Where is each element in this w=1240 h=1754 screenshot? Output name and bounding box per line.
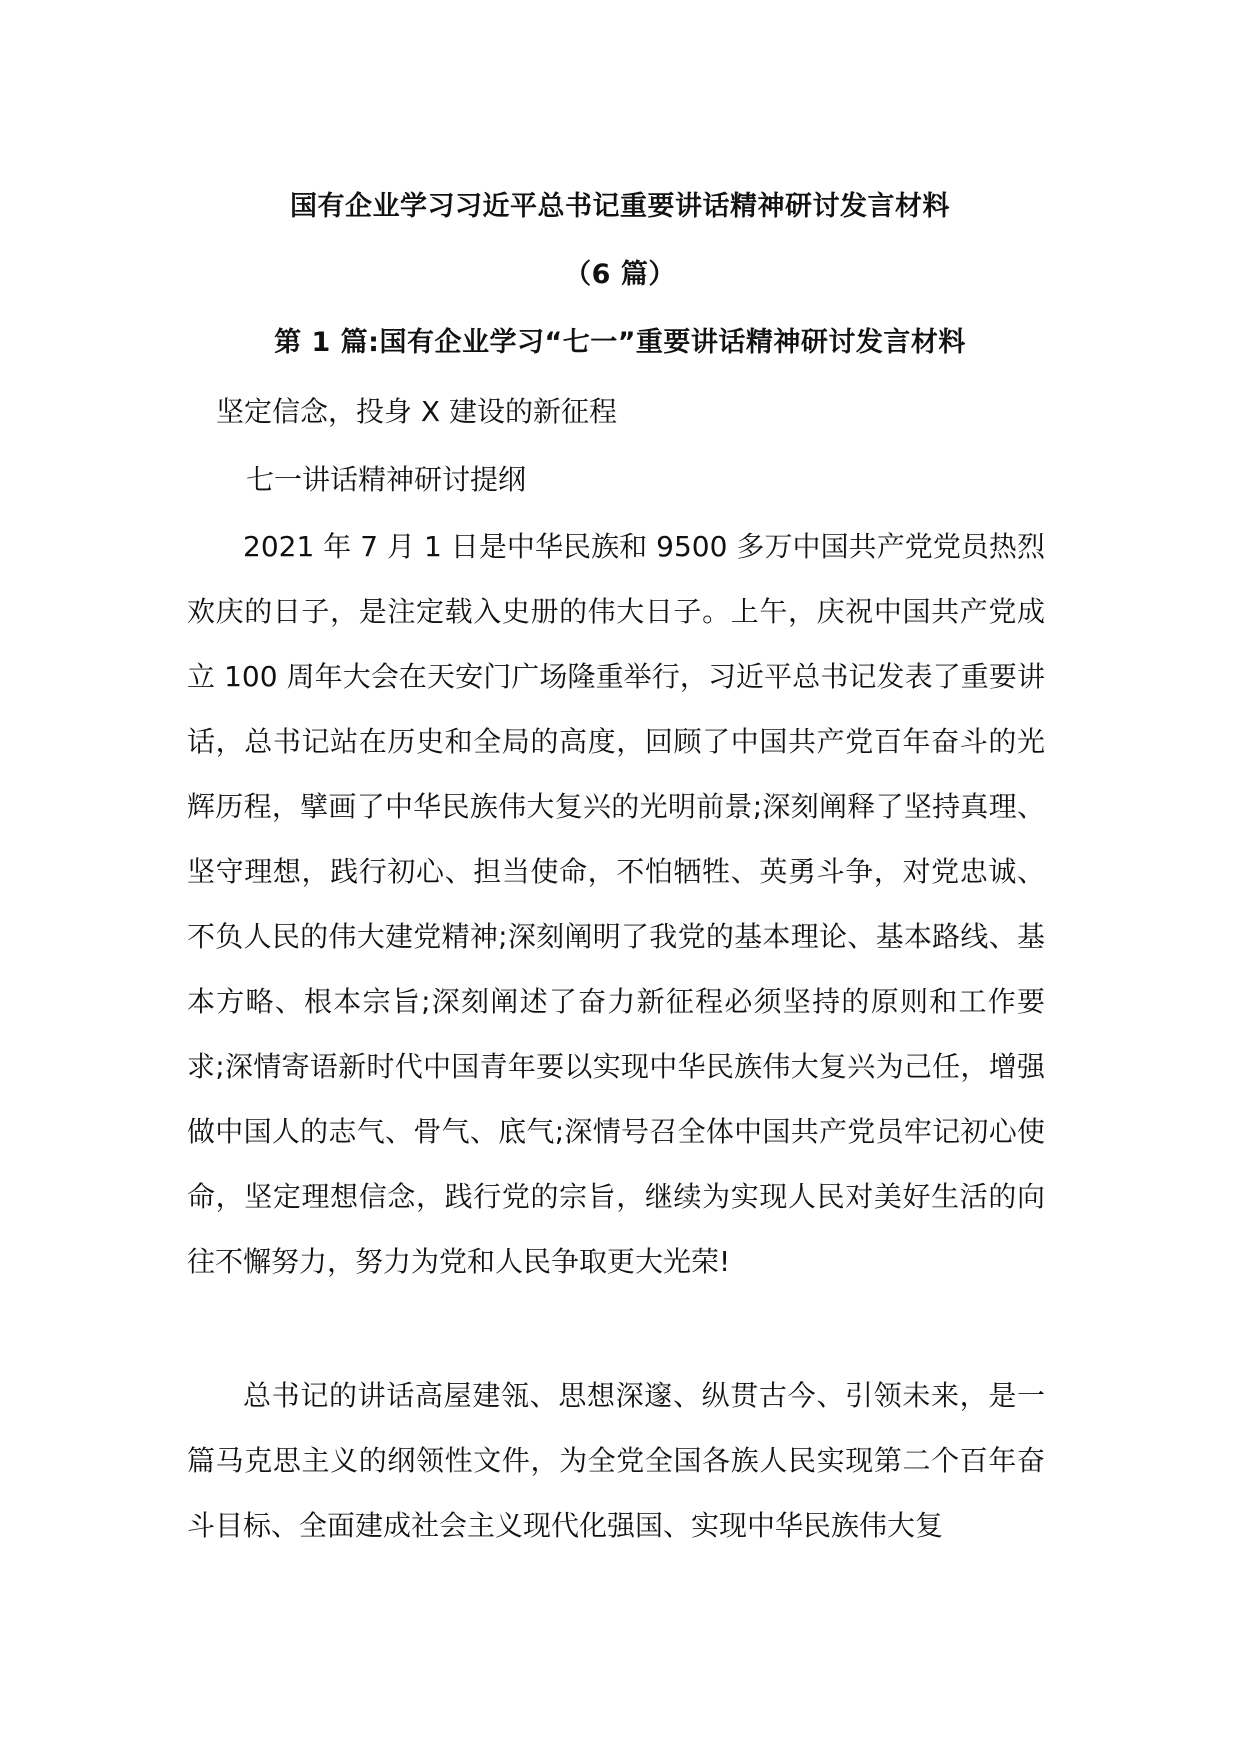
- outline-title: 七一讲话精神研讨提纲: [246, 463, 527, 496]
- speech-title: 坚定信念，投身 X 建设的新征程: [216, 395, 617, 428]
- section-heading: 第 1 篇:国有企业学习“七一”重要讲话精神研讨发言材料: [274, 327, 966, 358]
- body-paragraph: 2021 年 7 月 1 日是中华民族和 9500 多万中国共产党党员热烈欢庆的日子，是注定载入史册的伟大日子。上午，庆祝中国共产党成立 100 周年大会在天安门广场隆重举行，习近平总书记发表了重要讲话，总书记站在历史和全局的高度，回顾了中国共产党百年奋斗的光辉历程，擘画了中华民族伟大复兴的光明前景;深刻阐释了坚持真理、坚守理想，践行初心、担当使命，不怕牺牲、英勇斗争，对党忠诚、不负人民的伟大建党精神;深刻阐明了我党的基本理论、基本路线、基本方略、根本宗旨;深刻阐述了奋力新征程必须坚持的原则和工作要求;深情寄语新时代中国青年要以实现中华民族伟大复兴为己任，增强做中国人的志气、骨气、底气;深情号召全体中国共产党员牢记初心使命，坚定理想信念，践行党的宗旨，继续为实现人民对美好生活的向往不懈努力，努力为党和人民争取更大光荣!: [187, 530, 1045, 1278]
- body-paragraph: 总书记的讲话高屋建瓴、思想深邃、纵贯古今、引领未来，是一篇马克思主义的纲领性文件，为全党全国各族人民实现第二个百年奋斗目标、全面建成社会主义现代化强国、实现中华民族伟大复: [187, 1379, 1045, 1542]
- document-title: 国有企业学习习近平总书记重要讲话精神研讨发言材料: [290, 191, 950, 222]
- document-subtitle: （6 篇）: [564, 259, 676, 290]
